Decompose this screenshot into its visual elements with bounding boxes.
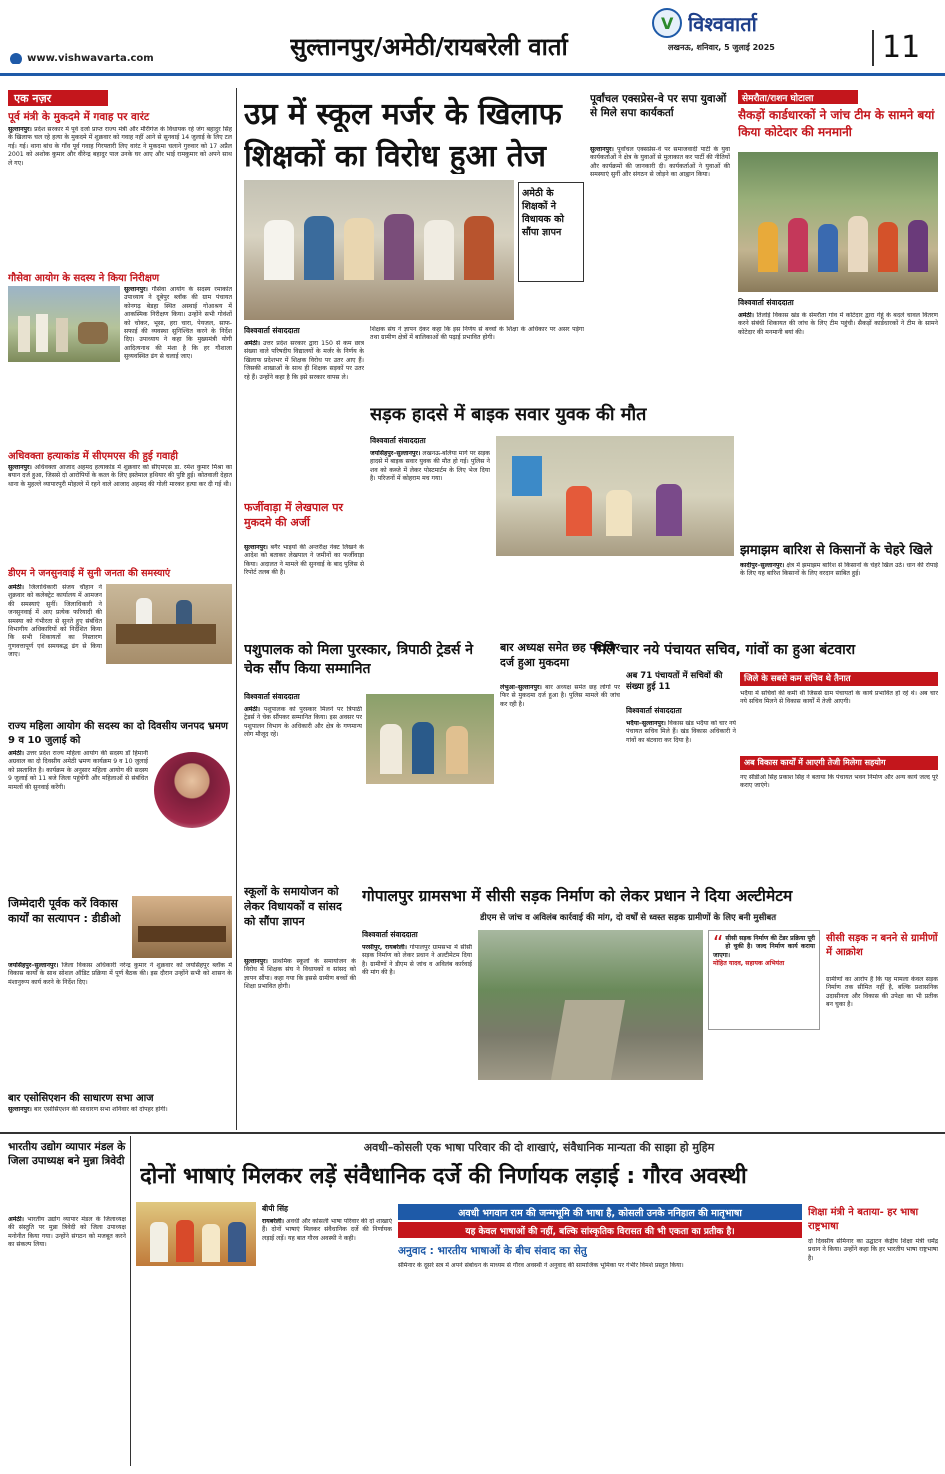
gopalpur-headline: गोपालपुर ग्रामसभा में सीसी सड़क निर्माण को लेकर प्रधान ने दिया अल्टीमेटम — [362, 887, 793, 905]
quote-text: सीसी सड़क निर्माण की टेंडर प्रक्रिया पूरी हो चुकी है। जल्द निर्माण कार्य कराया जाएगा। — [713, 935, 815, 959]
main-headline-line2: शिक्षकों का विरोध हुआ तेज — [244, 139, 546, 174]
ration-byline: विश्ववार्ता संवाददाता — [738, 298, 794, 307]
dateline: लखनऊ, शनिवार, 5 जुलाई 2025 — [668, 43, 775, 52]
item7-body: सुल्तानपुर। बार एसोसिएशन की साधारण सभा शनिवार को दोपहर होगी। — [8, 1106, 168, 1113]
purvanchal-headline: पूर्वांचल एक्सप्रेस-वे पर सपा युवाओं से मिले सपा कार्यकर्ता — [590, 93, 727, 119]
item4-photo — [106, 584, 232, 664]
main-story-photo — [244, 180, 514, 320]
school-merge-body: सुल्तानपुर। प्राथमिक स्कूलों के समायोजन के विरोध में शिक्षक संघ ने विधायकों व सांसद को ज्ञापन सौंपा। कहा गया कि इससे ग्रामीण बच्चों की शिक्षा प्रभावित होगी। — [244, 958, 356, 991]
ration-photo — [738, 152, 938, 292]
bottom-red-bar: यह केवल भाषाओं की नहीं, बल्कि सांस्कृतिक विरासत की भी एकता का प्रतीक है। — [398, 1222, 802, 1238]
website-row — [10, 48, 210, 64]
quote-name: मोहित यादव, सहायक अभियंता — [713, 960, 785, 968]
item3-headline: अधिवक्ता हत्याकांड में सीएमएस की हुई गवाही — [8, 451, 178, 462]
item5-portrait — [154, 752, 230, 828]
left-col-rule — [236, 88, 237, 1130]
school-merge-headline: स्कूलों के समायोजन को लेकर विधायकों व सांसद को सौंपा ज्ञापन — [244, 885, 342, 928]
main-headline-line1: उप्र में स्कूल मर्जर के खिलाफ — [244, 97, 562, 132]
item6-photo — [132, 896, 232, 958]
gopalpur-byline: विश्ववार्ता संवाददाता — [362, 930, 418, 939]
bottom-sub-body: सेमिनार के दूसरे सत्र में अपने संबोधन के माध्यम से गौरव अवस्थी ने अनुवाद की सामाजिक भूमिका पर गंभीर विमर्श प्रस्तुत किया। — [398, 1262, 684, 1269]
logo-icon: V — [652, 8, 682, 38]
page-header — [0, 0, 945, 74]
sachiv-body2: नए सीडीओ सिंह प्रकाश सिंह ने बताया कि पंचायत भवन निर्माण और अन्य कार्य जल्द पूरे कराए जाएंगे। — [740, 774, 938, 790]
item7-headline: बार एसोसिएशन की साधारण सभा आज — [8, 1093, 154, 1104]
sachiv-body: भदैया में सचिवों की कमी थी जिससे ग्राम पंचायतों के कार्य प्रभावित हो रहे थे। अब चार नये सचिव मिलने से विकास कार्यों में तेजी आएगी। — [740, 690, 938, 706]
bottom-right-tag: शिक्षा मंत्री ने बताया- हर भाषा राष्ट्रभाषा — [808, 1207, 919, 1232]
photo-caption: अमेठी के शिक्षकों ने विधायक को सौंपा ज्ञापन — [518, 182, 584, 282]
gopalpur-photo — [478, 930, 703, 1080]
main-byline: विश्ववार्ता संवाददाता — [244, 326, 300, 335]
bottom-left-rule — [130, 1136, 131, 1466]
sachiv-tag2: अब विकास कार्यों में आएगी तेजी मिलेगा सहयोग — [740, 756, 938, 770]
barcase-body: लंभुआ–सुल्तानपुर। बार अध्यक्ष समेत छह लोगों पर फिर से मुकदमा दर्ज हुआ है। पुलिस मामले की जांच कर रही है। — [500, 684, 620, 708]
paper-name: विश्ववार्ता — [688, 12, 757, 36]
item2-photo — [8, 286, 120, 362]
item6-body: जयसिंहपुर–सुल्तानपुर। जिला विकास अधिकारी नरेन्द्र कुमार ने शुक्रवार को जयसिंहपुर ब्लॉक में विकास कार्यों के साथ सोशल ऑडिट प्रक्रिया में पूर्ण बैठक की। इस दौरान उन्होंने सभी को शासन के मंशानुरूप कार्य करने के निर्देश दिए। — [8, 962, 232, 986]
ration-headline: सैकड़ों कार्डधारकों ने जांच टीम के सामने बयां किया कोटेदार की मनमानी — [738, 108, 935, 139]
item3-body: सुल्तानपुर। अधिवक्ता आजाद अहमद हत्याकांड में शुक्रवार को सीएमएस डा. रमेश कुमार मिश्रा का बयान दर्ज हुआ, जिससे दो आरोपियों के कत्ल के लिए इस्तेमाल हथियार की पुष्टि हुई। कोतवाली देहात थाना के मुहल्ले व्यापारपुरी मोहल्ले में रहने वाले आजाद अहमद की गोली मारकर हत्या कर दी गई थी। — [8, 464, 232, 488]
section-title: सुल्तानपुर/अमेठी/रायबरेली वार्ता — [290, 32, 568, 61]
bottom-blue-bar: अवधी भगवान राम की जन्मभूमि की भाषा है, कोसली उनके ननिहाल की मातृभाषा — [398, 1204, 802, 1220]
item5-headline: राज्य महिला आयोग की सदस्य का दो दिवसीय जनपद भ्रमण 9 व 10 जुलाई को — [8, 721, 229, 746]
bottom-right-body: दो दिवसीय सेमिनार का उद्घाटन केंद्रीय शिक्षा मंत्री धर्मेंद्र प्रधान ने किया। उन्होंने कहा कि हर भारतीय भाषा राष्ट्रभाषा है। — [808, 1238, 938, 1262]
bike-byline: विश्ववार्ता संवाददाता — [370, 436, 426, 445]
gopalpur-body: परसीपुर, रायबरेली। गोपालपुर ग्रामसभा में सीसी सड़क निर्माण को लेकर प्रधान ने अल्टीमेटम दिया है। ग्रामीणों ने डीएम से जांच व अविलंब कार्रवाई की मांग की है। — [362, 944, 472, 977]
pashu-headline: पशुपालक को मिला पुरस्कार, त्रिपाठी ट्रेडर्स ने चेक सौंप किया सम्मानित — [244, 642, 474, 677]
bike-body: जयसिंहपुर–सुल्तानपुर। लखनऊ-बलिया मार्ग पर सड़क हादसे में बाइक सवार युवक की मौत हो गई। पुलिस ने शव को कब्जे में लेकर पोस्टमार्टम के लिए भेज दिया है। परिजनों में कोहराम मच गया। — [370, 450, 490, 483]
pashu-photo — [366, 694, 494, 784]
item1-body: सुल्तानपुर। प्रदेश सरकार में पूर्व दर्जा प्राप्त राज्य मंत्री और मौरीगंज के विधायक रहे जंग बहादुर सिंह के खिलाफ चल रहे हत्या के मुकदमे में शुक्रवार को गवाह नहीं आने से सुनवाई 14 जुलाई के लिए टल गई। गई। थाना बांध के गाँव पूर्व गवाह गिरफ्तारी लिए वारंट ने मुकदमा चलाने गुरुवार को 17 अप्रैल 2001 को अशोक कुमार और वीरेन्द्र बहादुर पाल उनके घर आए और भाई रामकुमार को अपने साथ ले गए। — [8, 126, 232, 167]
website-url[interactable]: www.vishwavarta.com — [27, 53, 154, 64]
barcase-headline: बार अध्यक्ष समेत छह पर फिर दर्ज हुआ मुकदमा — [500, 641, 620, 669]
bottom-sub-headline: अनुवाद : भारतीय भाषाओं के बीच संवाद का सेतु — [398, 1245, 587, 1257]
item6-headline: जिम्मेदारी पूर्वक करें विकास कार्यों का सत्यापन : डीडीओ — [8, 897, 121, 925]
bike-photo — [496, 436, 734, 556]
quote-icon: “ — [713, 931, 724, 955]
sachiv-tag: जिले के सबसे कम सचिव थे तैनात — [740, 672, 938, 686]
item4-body: अमेठी। जिलाधिकारी संजय चौहान ने शुक्रवार को कलेक्ट्रेट कार्यालय में आमजन की समस्याएं सुनीं। जिलाधिकारी ने जनसुनवाई में आए प्रत्येक फरियादी की समस्या को गंभीरता से सुनते हुए संबंधित विभागीय अधिकारियों को निर्देशित किया कि सभी शिकायतों का निस्तारण गुणवत्तापूर्ण एवं समयबद्ध ढंग से किया जाए। — [8, 584, 102, 659]
main-body-col1: अमेठी। उत्तर प्रदेश सरकार द्वारा 150 से कम छात्र संख्या वाले परिषदीय विद्यालयों के मर्जर के निर्णय के खिलाफ प्रदेशभर में शिक्षक विरोध पर उतर आए हैं। जिसकी शाखाओं के साथ ही शिक्षक सड़कों पर उतर रहे हैं। उन्होंने कहा है कि इसे सरकार वापस ले। — [244, 340, 364, 381]
ek-nazar-tag: एक नज़र — [8, 90, 108, 106]
item1-headline: पूर्व मंत्री के मुकदमे में गवाह पर वारंट — [8, 111, 150, 123]
panchayat-kicker: अब 71 पंचायतों में सचिवों की संख्या हुई 11 — [626, 671, 723, 692]
left-column — [8, 90, 232, 1130]
bottom-kicker: अवधी–कोसली एक भाषा परिवार की दो शाखाएं, संवैधानिक मान्यता की साझा हो मुहिम — [363, 1141, 715, 1154]
ration-tag: सेमरौता/राशन घोटाला — [738, 90, 858, 104]
rain-headline: झमाझम बारिश से किसानों के चेहरे खिले — [740, 543, 933, 558]
gopalpur-quote-box — [708, 930, 820, 1030]
gopalpur-box-body: ग्रामीणों का आरोप है कि यह मामला केवल सड़क निर्माण तक सीमित नहीं है, बल्कि प्रशासनिक उदासीनता और विकास की उपेक्षा का भी प्रतीक बन चुका है। — [826, 976, 938, 1009]
panchayat-byline: विश्ववार्ता संवाददाता — [626, 706, 682, 715]
purvanchal-body: सुल्तानपुर। पूर्वांचल एक्सप्रेस-वे पर समाजवादी पार्टी के युवा कार्यकर्ताओं ने क्षेत्र के युवाओं से मुलाकात कर पार्टी की नीतियों और कार्यक्रमों की जानकारी दी। कार्यकर्ताओं ने युवाओं की समस्याएं सुनीं और संगठन से जोड़ने का आह्वान किया। — [590, 146, 730, 179]
item2-body: सुल्तानपुर। गौसेवा आयोग के सदस्य रमाकांत उपाध्याय ने दूबेपुर ब्लॉक की ग्राम पंचायत कोनगढ़ बेडहा स्थित अस्थाई गोआश्रय में आकस्मिक निरीक्षण किया। उन्होंने सभी गोवंशों को चोकर, भूसा, हरा चारा, पेयजल, साफ-सफाई की व्यवस्था सुनिश्चित करने के निर्देश दिए। उपाध्याय ने कहा कि मुख्यमंत्री योगी आदित्यनाथ की मंशा है कि हर गौशाला सुव्यवस्थित ढंग से चलाई जाए। — [124, 286, 232, 361]
pashu-byline: विश्ववार्ता संवाददाता — [244, 692, 300, 701]
bike-headline-display: सड़क हादसे में बाइक सवार युवक की मौत — [370, 404, 647, 425]
bottom-byline: बीपी सिंह — [262, 1204, 289, 1213]
fake-sub-body: सुल्तानपुर। बगैर भाइयों की अन्तरीक्ष नेक्ट लिखने के आदेश को बताकर लेखपाल ने जमीनों का फर्जीवाड़ा किया। अदालत ने मामले की सुनवाई के बाद पुलिस से रिपोर्ट तलब की है। — [244, 544, 364, 577]
item5-body: अमेठी। उत्तर प्रदेश राज्य महिला आयोग की सदस्य डॉ हिमानी अग्रवाल का दो दिवसीय अमेठी भ्रमण कार्यक्रम 9 व 10 जुलाई को प्रस्तावित है। कार्यक्रम के अनुसार महिला आयोग की सदस्य 9 जुलाई को 11 बजे जिला पहुंचेंगी और महिलाओं से संबंधित मामलों की सुनवाई करेंगी। — [8, 750, 148, 791]
bottom-rule — [0, 1132, 945, 1134]
gopalpur-subhead: डीएम से जांच व अविलंब कार्रवाई की मांग, दो वर्षों से ध्वस्त सड़क ग्रामीणों के लिए बनी मुसीबत — [480, 913, 777, 923]
header-rule — [0, 73, 945, 76]
bottom-photo — [136, 1202, 256, 1266]
item4-headline: डीएम ने जनसुनवाई में सुनी जनता की समस्याएं — [8, 568, 171, 579]
rain-body: कादीपुर–सुल्तानपुर। क्षेत्र में झमाझम बारिश से किसानों के चेहरे खिल उठे। धान की रोपाई के लिए यह बारिश किसानों के लिए वरदान साबित हुई। — [740, 562, 938, 578]
bottom-left-headline: भारतीय उद्योग व्यापार मंडल के जिला उपाध्यक्ष बने मुन्ना त्रिवेदी — [8, 1141, 126, 1167]
bottom-left-body: अमेठी। भारतीय उद्योग व्यापार मंडल के जिलाध्यक्ष की संस्तुति पर मुन्ना त्रिवेदी को जिला उपाध्यक्ष मनोनीत किया गया। उन्होंने संगठन को मजबूत करने का संकल्प लिया। — [8, 1216, 126, 1249]
pashu-body: अमेठी। पशुपालक को पुरस्कार मिलने पर त्रिपाठी ट्रेडर्स ने चेक सौंपकर सम्मानित किया। इस अवसर पर पशुपालन विभाग के अधिकारी और क्षेत्र के गणमान्य लोग मौजूद रहे। — [244, 706, 362, 739]
panchayat-headline: मिले चार नये पंचायत सचिव, गांवों का हुआ बंटवारा — [594, 642, 856, 658]
ration-body: अमेठी। तिलोई विकास खंड के सेमरौता गांव में कोटेदार द्वारा गेहूं के बदले चावल वितरण करने संबंधी शिकायत की जांच के लिए टीम पहुंची। सैकड़ों कार्डधारकों ने टीम के सामने कोटेदार की मनमानी बयां की। — [738, 312, 938, 336]
globe-icon — [10, 53, 22, 65]
bottom-body: रायबरेली। अवधी और कोसली भाषा परिवार की दो शाखाएं हैं। दोनों भाषाएं मिलकर संवैधानिक दर्जे की निर्णायक लड़ाई लड़ें। यह बात गौरव अवस्थी ने कही। — [262, 1218, 392, 1242]
gopalpur-box-headline: सीसी सड़क न बनने से ग्रामीणों में आक्रोश — [826, 933, 938, 958]
masthead — [648, 4, 858, 62]
bottom-headline: दोनों भाषाएं मिलकर लड़ें संवैधानिक दर्जे की निर्णायक लड़ाई : गौरव अवस्थी — [140, 1164, 747, 1189]
main-body-col2: शिक्षक संघ ने ज्ञापन देकर कहा कि इस निर्णय से बच्चों के शिक्षा के अधिकार पर असर पड़ेगा तथा ग्रामीण क्षेत्रों में बालिकाओं की पढ़ाई प्रभावित होगी। — [370, 326, 584, 342]
item2-headline: गौसेवा आयोग के सदस्य ने किया निरीक्षण — [8, 273, 160, 284]
panchayat-body: भदैया–सुल्तानपुर। विकास खंड भदैया को चार नये पंचायत सचिव मिले हैं। खंड विकास अधिकारी ने गांवों का बंटवारा कर दिया है। — [626, 720, 736, 744]
fake-sub-headline: फर्जीवाड़ा में लेखपाल पर मुकदमे की अर्जी — [244, 501, 344, 529]
page-number: 11 — [872, 30, 932, 66]
